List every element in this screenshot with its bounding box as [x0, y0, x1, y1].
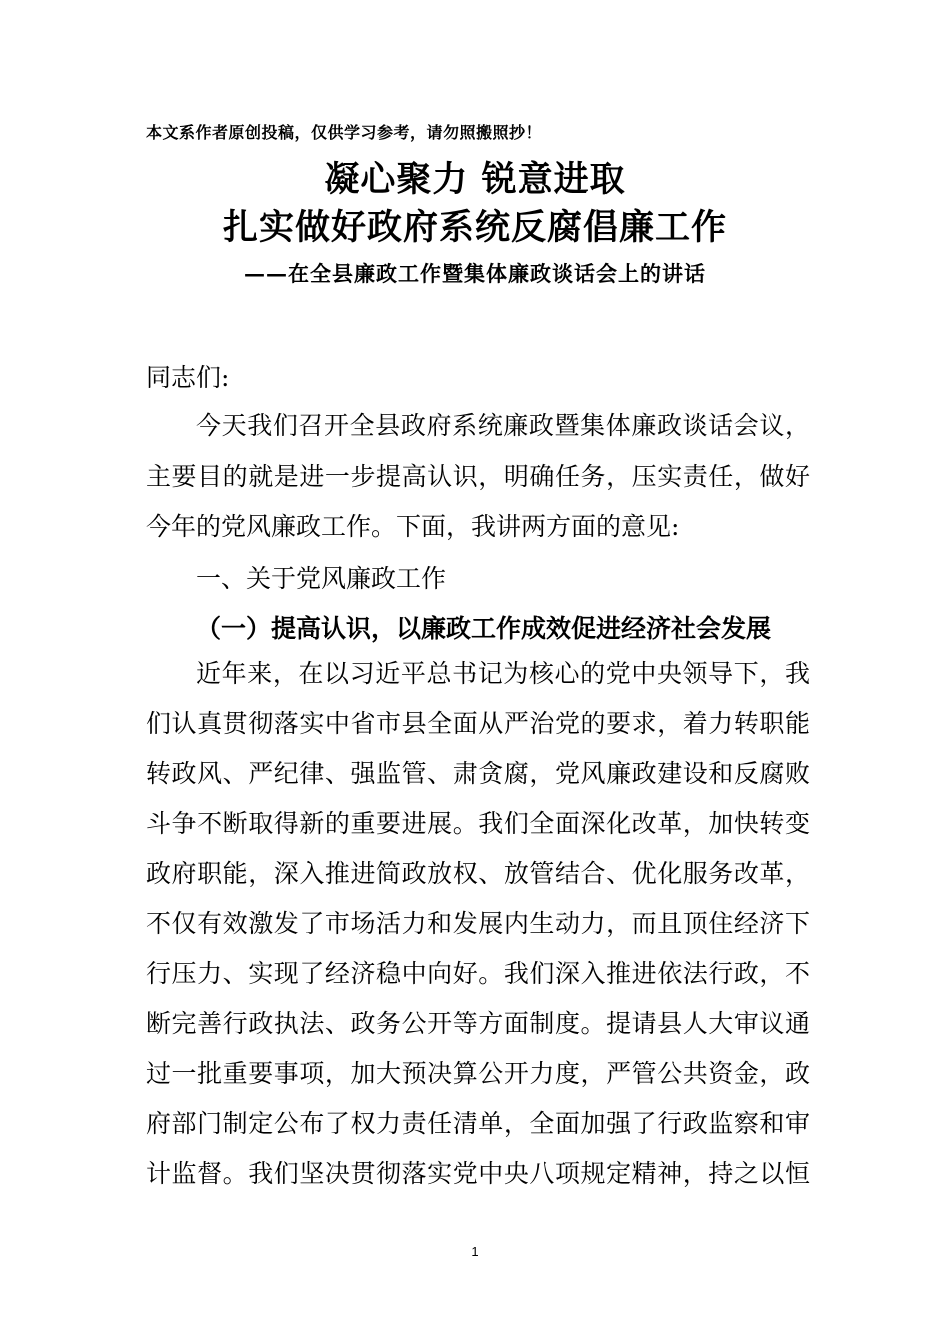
salutation: 同志们: [146, 363, 230, 392]
body-line: 政府职能，深入推进简政放权、放管结合、优化服务改革， [146, 859, 810, 888]
body-line: 近年来，在以习近平总书记为核心的党中央领导下，我 [196, 659, 810, 688]
subtitle: ——在全县廉政工作暨集体廉政谈话会上的讲话 [244, 261, 706, 286]
intro-line: 主要目的就是进一步提高认识，明确任务，压实责任，做好 [146, 462, 810, 491]
body-line: 府部门制定公布了权力责任清单，全面加强了行政监察和审 [146, 1109, 810, 1138]
body-line: 计监督。我们坚决贯彻落实党中央八项规定精神，持之以恒 [146, 1159, 810, 1188]
body-line: 们认真贯彻落实中省市县全面从严治党的要求，着力转职能 [146, 709, 810, 738]
title-line-2: 扎实做好政府系统反腐倡廉工作 [222, 207, 727, 248]
page-number: 1 [471, 1244, 479, 1259]
body-line: 不仅有效激发了市场活力和发展内生动力，而且顶住经济下 [146, 909, 810, 938]
intro-line: 今天我们召开全县政府系统廉政暨集体廉政谈话会议， [196, 411, 810, 440]
title-line-1: 凝心聚力 锐意进取 [324, 159, 626, 200]
subsection-heading: （一）提高认识，以廉政工作成效促进经济社会发展 [196, 614, 772, 643]
disclaimer-text: 本文系作者原创投稿，仅供学习参考，请勿照搬照抄！ [146, 123, 543, 142]
body-line: 行压力、实现了经济稳中向好。我们深入推进依法行政，不 [146, 959, 810, 988]
body-line: 斗争不断取得新的重要进展。我们全面深化改革，加快转变 [146, 809, 810, 838]
body-line: 转政风、严纪律、强监管、肃贪腐，党风廉政建设和反腐败 [146, 759, 810, 788]
intro-line: 今年的党风廉政工作。下面，我讲两方面的意见: [146, 512, 680, 541]
section-heading: 一、关于党风廉政工作 [196, 564, 447, 593]
body-line: 过一批重要事项，加大预决算公开力度，严管公共资金，政 [146, 1059, 810, 1088]
body-line: 断完善行政执法、政务公开等方面制度。提请县人大审议通 [146, 1009, 810, 1038]
